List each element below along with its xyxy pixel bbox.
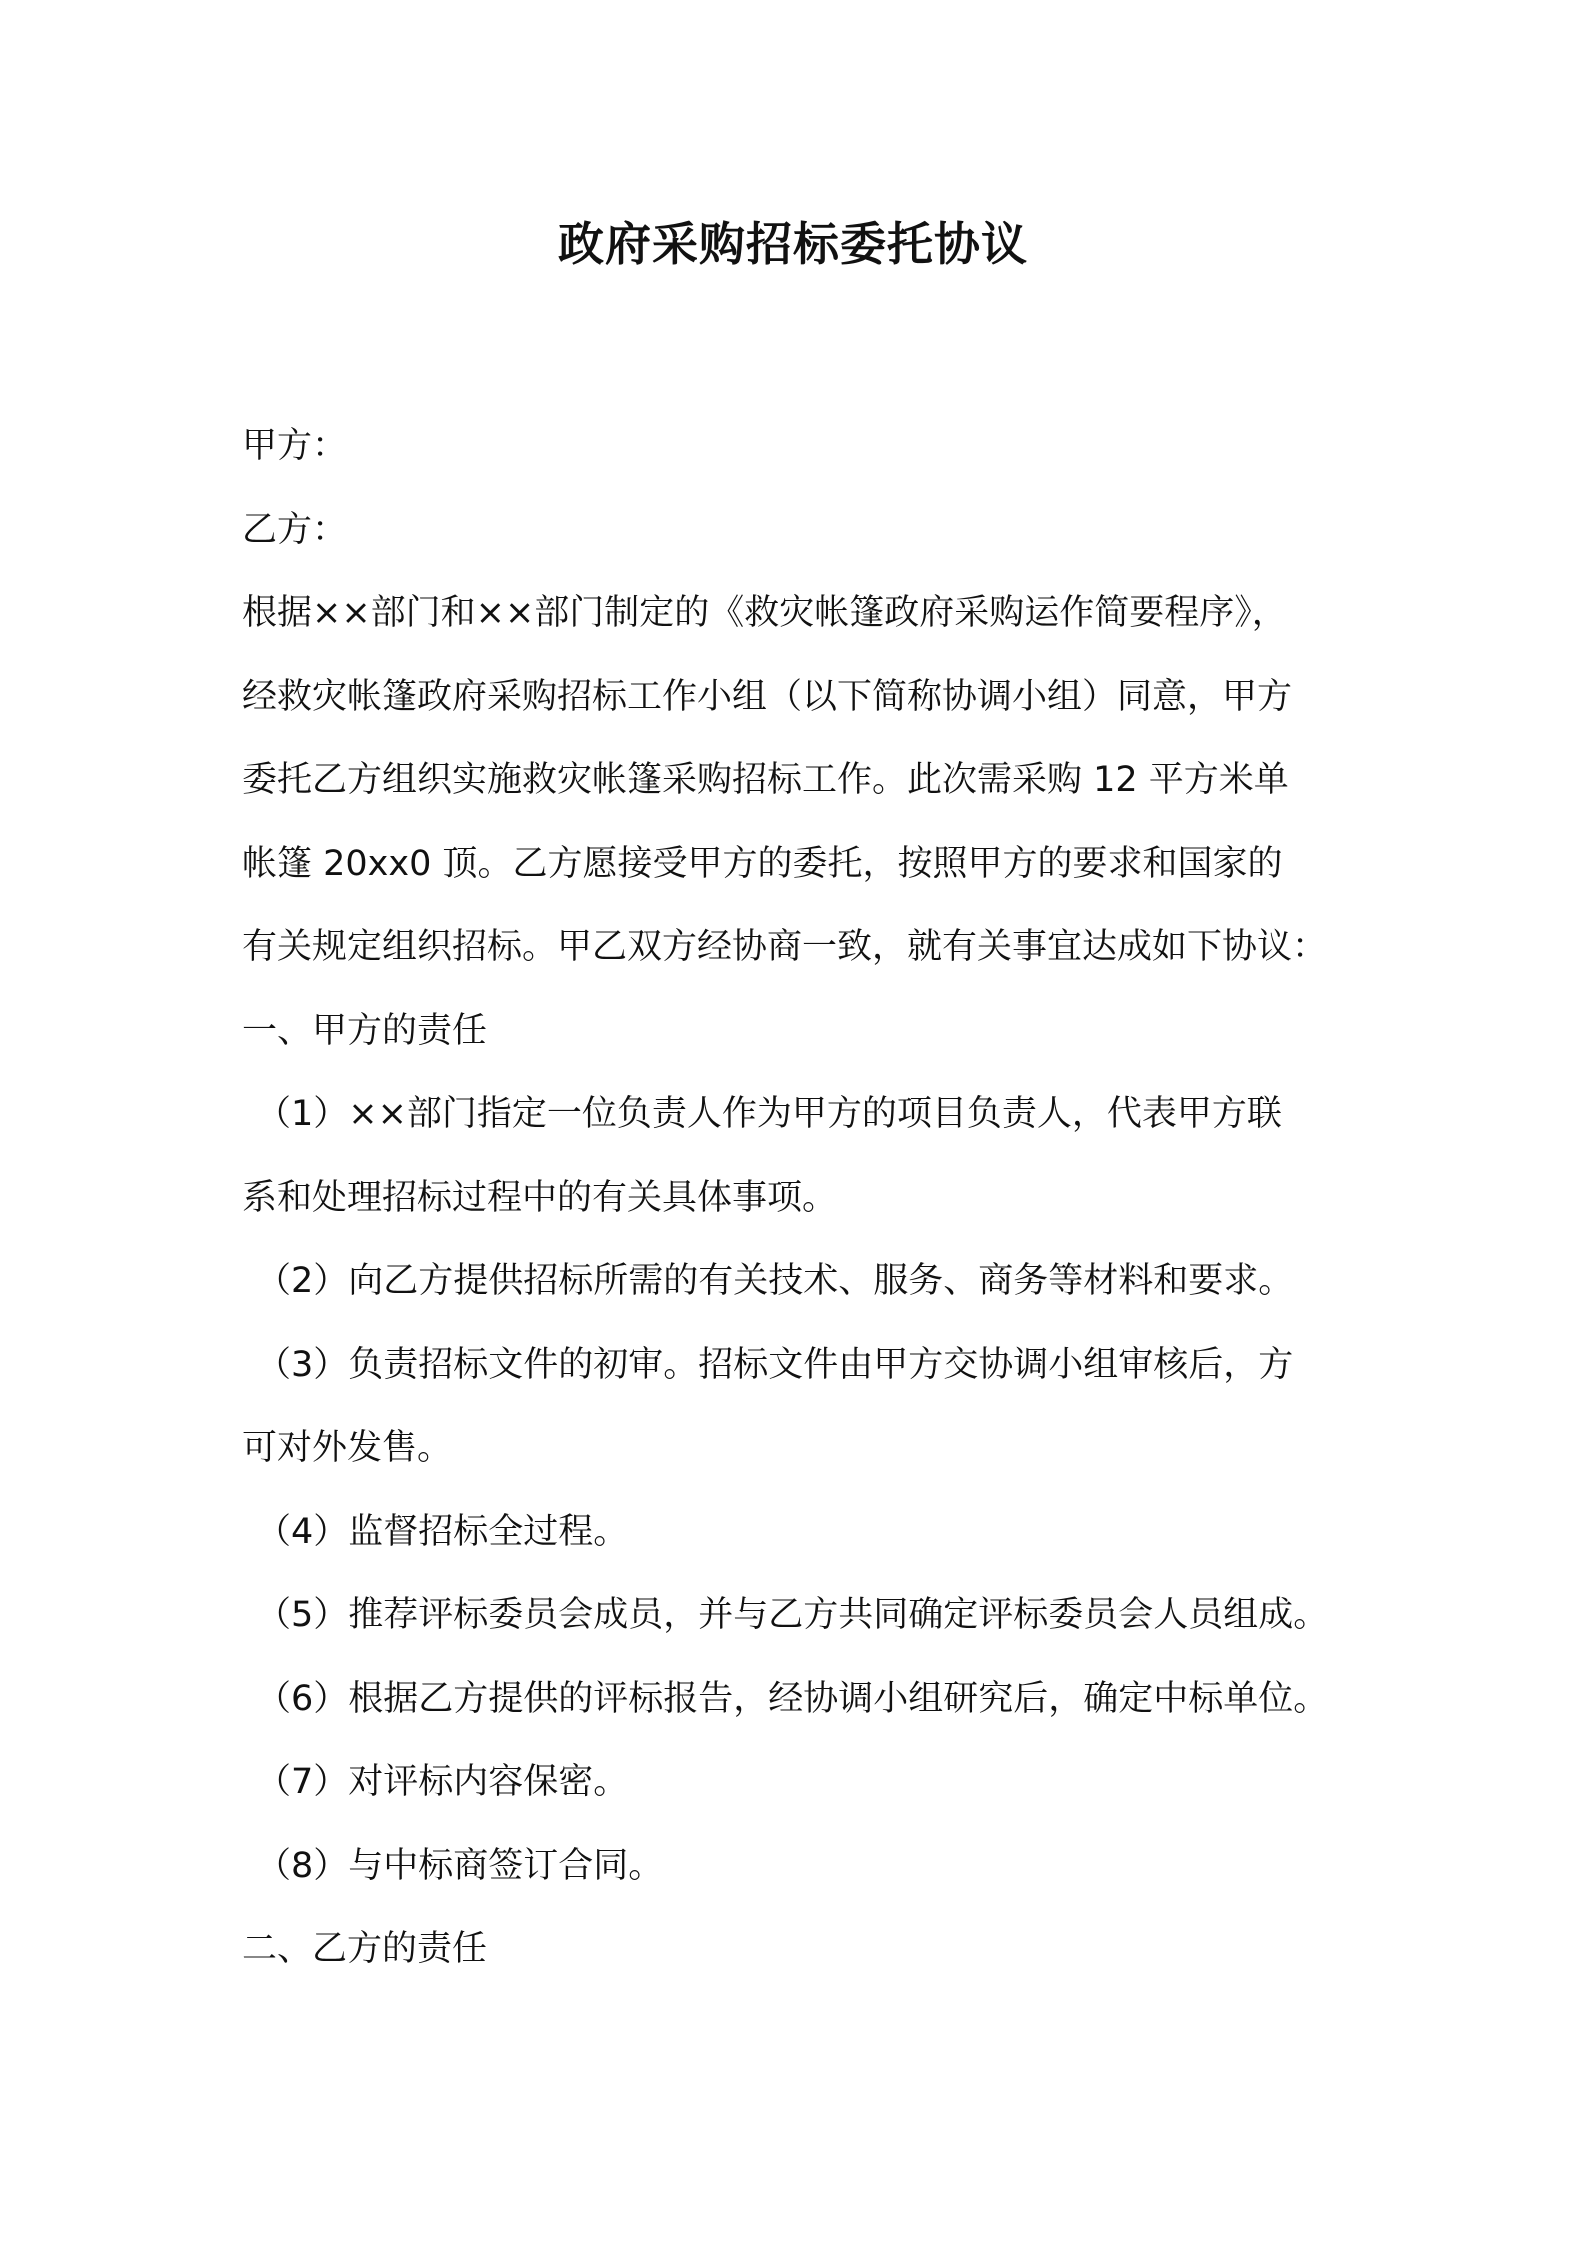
intro-line: 经救灾帐篷政府采购招标工作小组（以下简称协调小组）同意，甲方 [242, 676, 1293, 717]
document-body [242, 405, 1372, 1992]
party-a-line: 甲方： [242, 426, 348, 466]
section-1-item: （5）推荐评标委员会成员，并与乙方共同确定评标委员会人员组成。 [256, 1595, 1329, 1635]
party-b-line: 乙方： [242, 509, 348, 550]
section-1-item-continuation: 系和处理招标过程中的有关具体事项。 [242, 1177, 838, 1218]
section-1-item: （4）监督招标全过程。 [256, 1511, 629, 1552]
section-1-item: （7）对评标内容保密。 [256, 1762, 629, 1802]
section-1-heading: 一、甲方的责任 [242, 1010, 488, 1051]
section-1-item-continuation: 可对外发售。 [242, 1428, 453, 1468]
section-1-item: （6）根据乙方提供的评标报告，经协调小组研究后，确定中标单位。 [256, 1678, 1329, 1719]
intro-line: 委托乙方组织实施救灾帐篷采购招标工作。此次需采购 12 平方米单 [242, 760, 1289, 800]
section-2-heading: 二、乙方的责任 [242, 1929, 488, 1969]
section-1-item: （8）与中标商签订合同。 [256, 1845, 664, 1886]
document-title: 政府采购招标委托协议 [558, 217, 1028, 271]
section-1-item: （3）负责招标文件的初审。招标文件由甲方交协调小组审核后，方 [256, 1344, 1294, 1385]
section-1-item: （2）向乙方提供招标所需的有关技术、服务、商务等材料和要求。 [256, 1261, 1294, 1301]
intro-line: 有关规定组织招标。甲乙双方经协商一致，就有关事宜达成如下协议： [242, 927, 1328, 967]
section-1-item: （1）××部门指定一位负责人作为甲方的项目负责人，代表甲方联 [256, 1094, 1282, 1134]
intro-line: 帐篷 20xx0 顶。乙方愿接受甲方的委托，按照甲方的要求和国家的 [242, 843, 1283, 884]
intro-line: 根据××部门和××部门制定的《救灾帐篷政府采购运作简要程序》， [242, 593, 1287, 633]
